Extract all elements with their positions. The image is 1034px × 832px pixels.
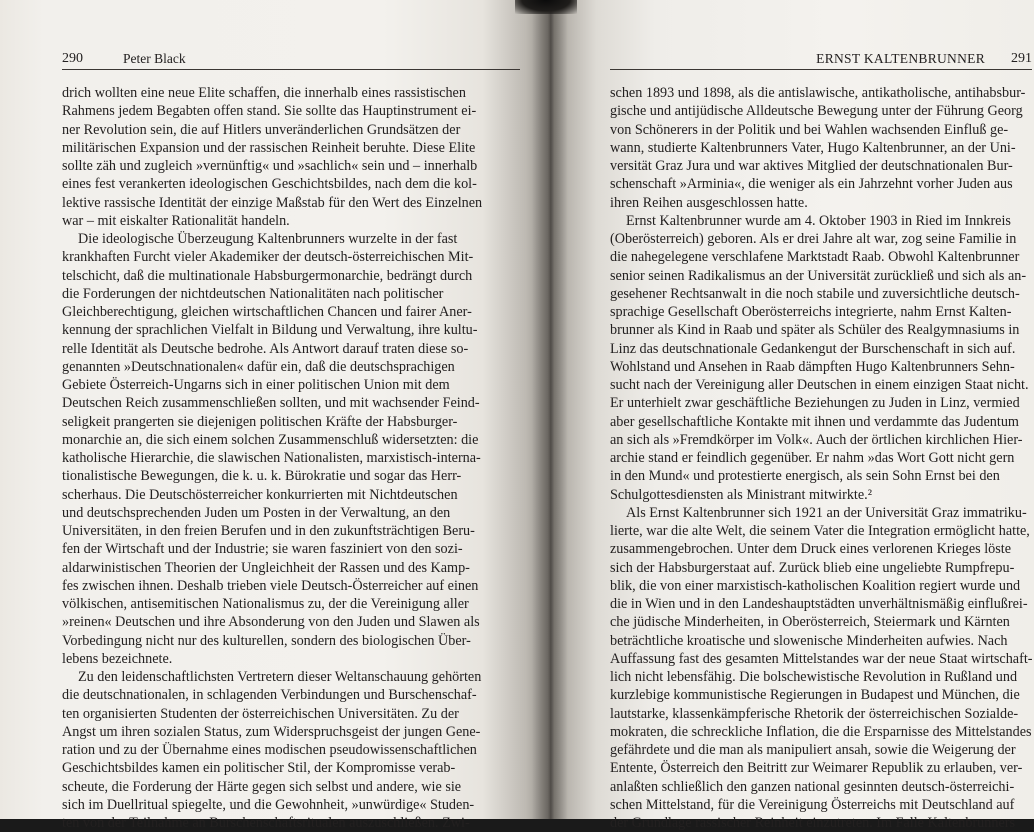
text-line: Zu den leidenschaftlichsten Vertretern dieser Weltanschauung gehörten bbox=[78, 669, 482, 685]
page-number: 291 bbox=[1011, 51, 1032, 66]
running-head: ERNST KALTENBRUNNER bbox=[816, 51, 985, 66]
text-line: Universitäten, in den freien Berufen und in den zukunftsträchtigen Beru- bbox=[62, 523, 475, 539]
text-line: schenschaft »Arminia«, die weniger als ein Jahrzehnt vorher Juden aus bbox=[610, 176, 1013, 193]
text-line: katholische Hierarchie, die slawischen Nationalisten, marxistisch-interna- bbox=[62, 450, 481, 466]
text-line: ten organisierten Studenten der österreichischen Universitäten. Zu der bbox=[62, 705, 459, 722]
text-line: zusammengebrochen. Unter dem Druck eines verlorenen Krieges löste bbox=[610, 541, 1012, 558]
text-line: Geschichtsbildes kamen ein politischer Stil, der Kompromisse verab- bbox=[62, 760, 456, 777]
text-line: die deutschnationalen, in schlagenden Verbindungen und Burschenschaf- bbox=[62, 687, 477, 704]
text-line: militärischen Expansion und der rassischen Reinheit beruhte. Diese Elite bbox=[62, 139, 476, 156]
text-line: lierte, war die alte Welt, die seinem Vater die Integration ermöglicht hatte, bbox=[610, 523, 1030, 539]
text-line: senior seinen Radikalismus an der Universität zurückließ und sich als an- bbox=[610, 267, 1027, 284]
text-line: gesehener Rechtsanwalt in die noch stabile und zuversichtliche deutsch- bbox=[610, 285, 1020, 302]
text-line: Er unterhielt zwar geschäftliche Beziehungen zu Juden in Linz, vermied bbox=[610, 395, 1020, 412]
text-line: fes zwischen ihnen. Deshalb trieben viele Deutsch-Österreicher auf einen bbox=[62, 577, 479, 594]
right-page bbox=[548, 0, 1034, 831]
text-line: drich wollten eine neue Elite schaffen, die innerhalb eines rassistischen bbox=[62, 85, 466, 101]
text-line: lautstarke, klassenkämpferische Rhetorik der österreichischen Sozialde- bbox=[610, 705, 1019, 722]
text-line: gische und antijüdische Alldeutsche Bewegung unter der Führung Georg bbox=[610, 103, 1023, 120]
page-number: 290 bbox=[62, 51, 83, 66]
text-line: völkischen, antisemitischen Nationalismus zu, der die Vereinigung aller bbox=[62, 596, 469, 612]
text-line: monarchie an, die sich einem solchen Zusammenschluß widersetzten: die bbox=[62, 431, 479, 448]
text-line: Linz das deutschnationale Gedankengut der Burschenschaft in sich auf. bbox=[610, 340, 1016, 357]
text-line: telschicht, daß die multinationale Habsburgermonarchie, bedrängt durch bbox=[62, 267, 473, 284]
text-line: krankhaften Furcht vieler Akademiker der deutsch-österreichischen Mit- bbox=[62, 249, 474, 266]
text-line: lebens bezeichnete. bbox=[62, 650, 173, 667]
text-line: in den Mund« und protestierte energisch, als sein Sohn Ernst bei den bbox=[610, 468, 1000, 485]
text-line: kurzlebige kommunistische Regierungen in Budapest und München, die bbox=[610, 687, 1020, 704]
text-line: beträchtliche kroatische und slowenische Minderheiten aufwies. Nach bbox=[610, 632, 1008, 649]
book-spine bbox=[515, 0, 577, 14]
text-line: anlaßten schließlich den ganzen national gesinnten deutsch-österreichi- bbox=[610, 778, 1015, 795]
text-line: Als Ernst Kaltenbrunner sich 1921 an der Universität Graz immatriku- bbox=[626, 504, 1027, 521]
text-line: Vorbedingung nicht nur des kulturellen, sondern des biologischen Über- bbox=[62, 632, 471, 649]
text-line: relle Identität als Deutsche bedrohe. Als Antwort darauf traten diese so- bbox=[62, 340, 469, 357]
gutter-shadow bbox=[532, 0, 568, 819]
right-body-text bbox=[610, 84, 1032, 832]
text-line: war – mit eiskalter Rationalität handeln. bbox=[62, 212, 290, 229]
text-line: ihren Reihen ausgeschlossen hatte. bbox=[610, 194, 808, 211]
text-line: scherhaus. Die Deutschösterreicher konkurrierten mit Nichtdeutschen bbox=[62, 486, 458, 503]
text-line: lektive rassische Identität der einzige Maßstab für den Wert des Einzelnen bbox=[62, 194, 483, 211]
text-line: Auffassung fast des gesamten Mittelstandes war der neue Staat wirtschaft- bbox=[610, 650, 1033, 667]
text-line: mokraten, die schreckliche Inflation, die die Ersparnisse des Mittelstandes bbox=[610, 723, 1032, 740]
text-line: an sich als »Fremdkörper im Volk«. Auch der örtlichen kirchlichen Hier- bbox=[610, 431, 1023, 448]
text-line: brunner als Kind in Raab und später als Schüler des Realgymnasiums in bbox=[610, 322, 1020, 339]
text-line: Gebiete Österreich-Ungarns sich in einer politischen Union mit dem bbox=[62, 377, 450, 393]
text-line: Wohlstand und Ansehen in Raab dämpften Hugo Kaltenbrunners Sehn- bbox=[610, 358, 1015, 375]
text-line: schen Mittelstand, für die Vereinigung Österreichs mit Deutschland auf bbox=[610, 796, 1015, 813]
text-line: tionalistische Bewegungen, die k. u. k. Bürokratie und sogar das Herr- bbox=[62, 468, 462, 485]
text-line: sollte zäh und zugleich »vernünftig« und »sachlich« sein und – innerhalb bbox=[62, 158, 478, 174]
text-line: schen 1893 und 1898, als die antislawische, antikatholische, antihabsbur- bbox=[610, 85, 1026, 101]
text-line: wann, studierte Kaltenbrunners Vater, Hugo Kaltenbrunner, an der Uni- bbox=[610, 139, 1016, 156]
text-line: fen der Wirtschaft und der Industrie; sie waren fasziniert von den sozi- bbox=[62, 541, 463, 558]
text-line: die nahegelegene verschlafene Marktstadt Raab. Obwohl Kaltenbrunner bbox=[610, 249, 1020, 266]
left-body-text bbox=[62, 84, 519, 832]
right-page-header bbox=[610, 47, 1032, 70]
text-line: ration und zu der Übernahme eines modischen pseudowissenschaftlichen bbox=[62, 742, 477, 758]
text-line: »reinen« Deutschen und ihre Absonderung von den Juden und Slawen als bbox=[62, 614, 480, 631]
text-line: sprachige Gesellschaft Oberösterreichs integrierte, nahm Ernst Kalten- bbox=[610, 304, 1012, 320]
text-line: sich der Habsburgerstaat auf. Zurück blieb eine ungeliebte Rumpfrepu- bbox=[610, 559, 1015, 576]
text-line: aldarwinistischen Theorien der Ungleichheit der Rassen und des Kamp- bbox=[62, 559, 470, 576]
text-line: gefährdete und die man als manipuliert ansah, sowie die Weigerung der bbox=[610, 742, 1016, 758]
text-line: kennung der sprachlichen Vielfalt in Bildung und Verwaltung, ihre kultu- bbox=[62, 322, 478, 339]
text-line: Schulgottesdiensten als Ministrant mitwirkte.² bbox=[610, 486, 872, 503]
text-line: che jüdische Minderheiten, in Oberösterreich, Steiermark und Kärnten bbox=[610, 614, 1010, 631]
text-line: archie stand er feindlich gegenüber. Er nahm »das Wort Gott nicht gern bbox=[610, 450, 1015, 466]
text-line: sucht nach der Vereinigung aller Deutschen in einem einzigen Staat nicht. bbox=[610, 377, 1029, 393]
text-line: lich nicht lebensfähig. Die bolschewistische Revolution in Rußland und bbox=[610, 669, 1018, 685]
text-line: der Grundlage rassischer Reinheit einzutreten. Im Falle Kaltenbrunners bbox=[610, 815, 1015, 831]
left-page-header bbox=[62, 47, 520, 70]
text-line: Rahmens jedem Begabten offen stand. Sie sollte das Hauptinstrument ei- bbox=[62, 103, 477, 120]
text-line: scheute, die Forderung der Härte gegen sich selbst und andere, wie sie bbox=[62, 778, 462, 795]
text-line: versität Graz Jura und war aktives Mitglied der deutschnationalen Bur- bbox=[610, 158, 1013, 174]
text-line: Gleichberechtigung, gleichen wirtschaftlichen Chancen und fairer Aner- bbox=[62, 304, 472, 320]
text-line: Ernst Kaltenbrunner wurde am 4. Oktober 1903 in Ried im Innkreis bbox=[626, 212, 1011, 229]
text-line: aber gesellschaftliche Kontakte mit ihnen und verdammte das Judentum bbox=[610, 413, 1019, 430]
text-line: sich im Duellritual spiegelte, und die Gewohnheit, »unwürdige« Studen- bbox=[62, 796, 475, 813]
text-line: Die ideologische Überzeugung Kaltenbrunners wurzelte in der fast bbox=[78, 231, 458, 247]
text-line: Angst um ihren sozialen Status, zum Widerspruchsgeist der jungen Gene- bbox=[62, 723, 481, 740]
text-line: Entente, Österreich den Beitritt zur Weimarer Republik zu erlauben, ver- bbox=[610, 760, 1023, 777]
text-line: Deutschen Reich zusammenschließen sollten, und mit wachsender Feind- bbox=[62, 395, 480, 412]
text-line: und deutschsprechenden Juden um Posten in der Verwaltung, an den bbox=[62, 504, 451, 521]
text-line: ten von der Teilnahme an Burschenschaftsritualen auszuschließen. Zwi- bbox=[62, 815, 470, 831]
text-line: von Schönerers in der Politik und bei Wahlen wachsenden Einfluß ge- bbox=[610, 121, 1009, 138]
text-line: die in Wien und in den Landeshauptstädten unverhältnismäßig einflußrei- bbox=[610, 596, 1028, 612]
running-head: Peter Black bbox=[123, 51, 186, 66]
text-line: die Forderungen der nichtdeutschen Nationalitäten nach politischer bbox=[62, 285, 444, 302]
text-line: eines fest verankerten ideologischen Geschichtsbildes, nach dem die kol- bbox=[62, 176, 477, 193]
text-line: (Oberösterreich) geboren. Als er drei Jahre alt war, zog seine Familie in bbox=[610, 231, 1017, 247]
text-line: genannten »Deutschnationalen« dafür ein, daß die deutschsprachigen bbox=[62, 358, 455, 375]
text-line: seligkeit prangerten sie diejenigen politischen Kräfte der Habsburger- bbox=[62, 413, 458, 430]
text-line: ner Revolution sein, die auf Hitlers unveränderlichen Grundsätzen der bbox=[62, 121, 461, 138]
text-line: blik, die von einer marxistisch-katholischen Koalition regiert wurde und bbox=[610, 577, 1021, 594]
